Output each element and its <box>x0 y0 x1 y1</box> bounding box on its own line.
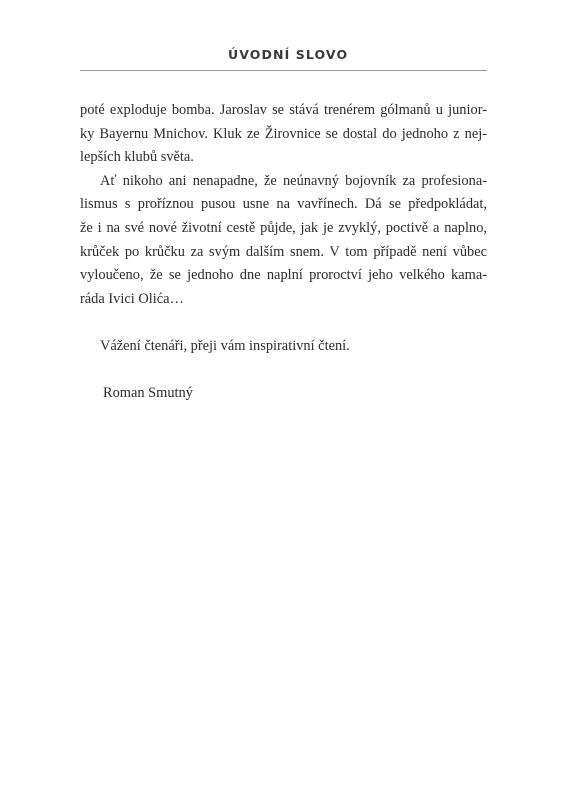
paragraph-gap <box>80 359 487 383</box>
text-line: že i na své nové životní cestě půjde, jak je zvyklý, poctivě a naplno, <box>80 219 487 236</box>
text-line: Ať nikoho ani nenapadne, že neúnavný bojovník za profesiona- <box>100 172 487 189</box>
greeting: Vážení čtenáři, přeji vám inspirativní čtení. <box>100 337 350 354</box>
text-line: lismus s proříznou pusou usne na vavřínech. Dá se předpokládat, <box>80 196 487 213</box>
body-text <box>80 99 487 406</box>
author-signature: Roman Smutný <box>103 385 193 402</box>
text-line: ráda Ivici Olića… <box>80 290 184 307</box>
text-line: krůček po krůčku za svým dalším snem. V tom případě není vůbec <box>80 243 487 260</box>
text-line: lepších klubů světa. <box>80 149 194 166</box>
text-line: ky Bayernu Mnichov. Kluk ze Žirovnice se dostal do jednoho z nej- <box>80 125 487 142</box>
text-line: vyloučeno, že se jednoho dne naplní proroctví jeho velkého kama- <box>80 267 487 284</box>
paragraph-gap <box>80 311 487 335</box>
text-line: poté exploduje bomba. Jaroslav se stává trenérem gólmanů u junior- <box>80 102 487 118</box>
header-rule <box>80 70 487 71</box>
paragraph-1 <box>80 99 487 170</box>
paragraph-2 <box>80 170 487 312</box>
running-head-title: ÚVODNÍ SLOVO <box>228 47 349 62</box>
